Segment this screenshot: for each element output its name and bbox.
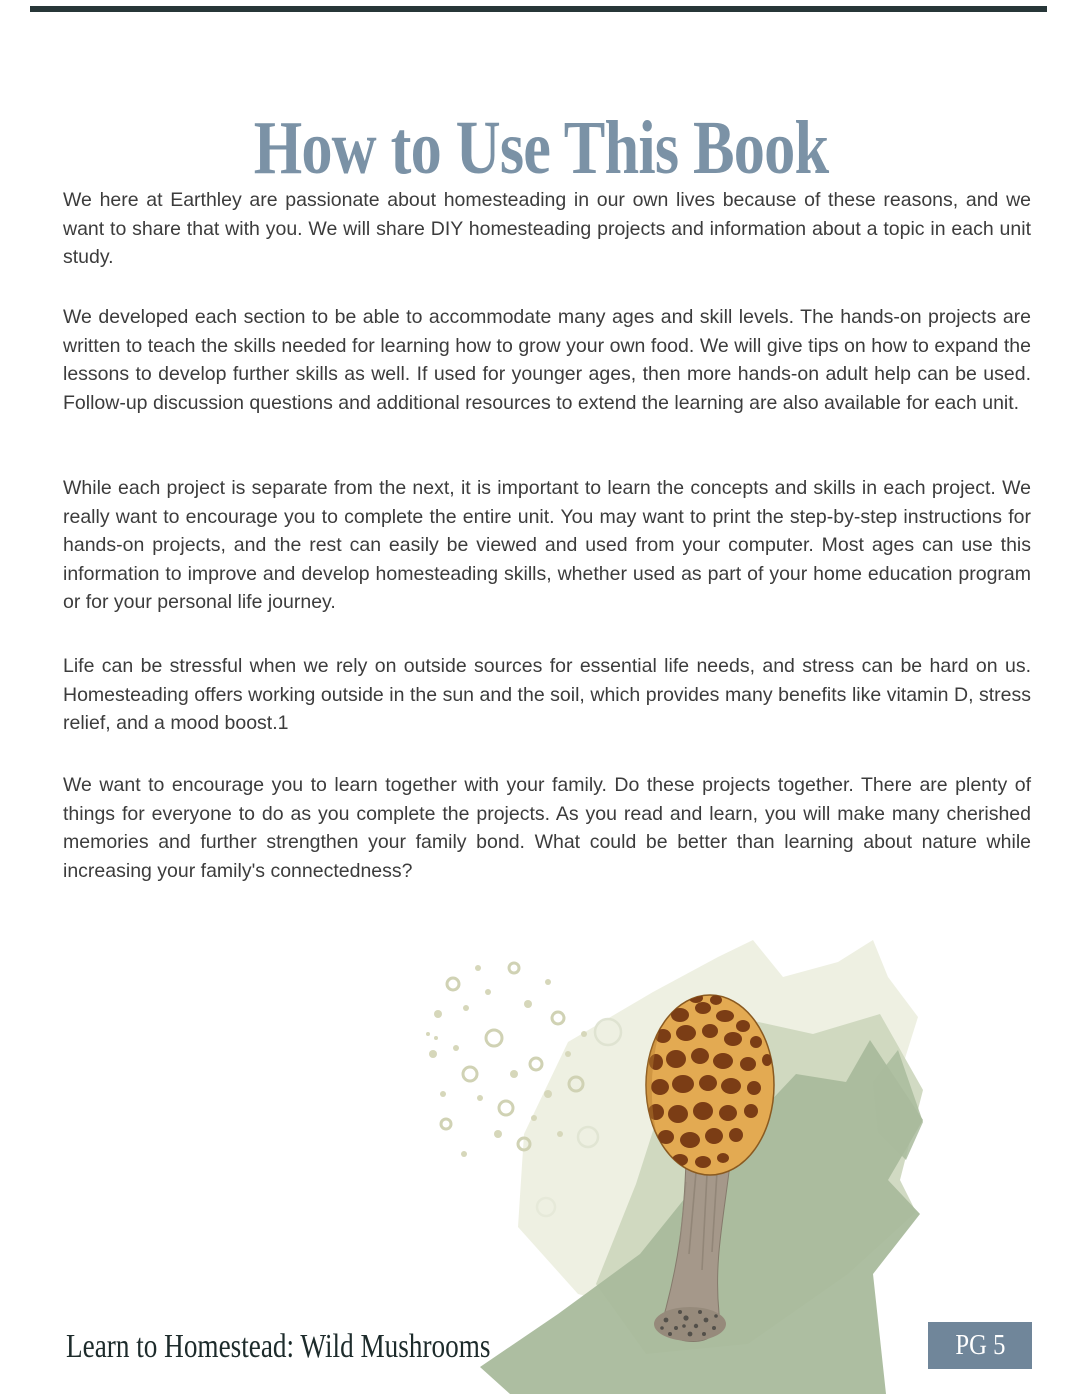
top-rule [30,6,1047,12]
page-number-badge [928,1322,1032,1369]
morel-mushroom-illustration [418,922,940,1400]
body-paragraph: We want to encourage you to learn together with your family. Do these projects together. There are plenty of things for everyone to do as you complete the projects. As you read and learn, you will make many cherished memories and further strengthen your family bond. What could be better than learning about nature while increasing your family's connectedness? [63,774,1031,882]
body-paragraph: We developed each section to be able to accommodate many ages and skill levels. The hands-on projects are written to teach the skills needed for learning how to grow your own food. We will give tips on how to expand the lessons to develop further skills as well. If used for younger ages, then more hands-on adult help can be used. Follow-up discussion questions and additional resources to extend the learning are also available for each unit. [63,306,1031,414]
body-paragraph: While each project is separate from the next, it is important to learn the concepts and skills in each project. We really want to encourage you to complete the entire unit. You may want to print the step-by-step instructions for hands-on projects, and the rest can easily be viewed and used from your computer. Most ages can use this information to improve and develop homesteading skills, whether used as part of your home education program or for your personal life journey. [63,477,1031,614]
body-paragraph: Life can be stressful when we rely on outside sources for essential life needs, and stress can be hard on us. Homesteading offers working outside in the sun and the soil, which provides many benefits like vitamin D, stress relief, and a mood boost.1 [63,655,1031,735]
page-number-label: PG 5 [955,1329,1005,1361]
morel-base [654,1307,726,1341]
book-title: Learn to Homestead: Wild Mushrooms [66,1328,491,1365]
body-paragraph: We here at Earthley are passionate about homesteading in our own lives because of these reasons, and we want to share that with you. We will share DIY homesteading projects and information about a topic in each unit study. [63,189,1031,269]
page-title: How to Use This Book [253,105,829,190]
morel-cap [646,993,774,1175]
